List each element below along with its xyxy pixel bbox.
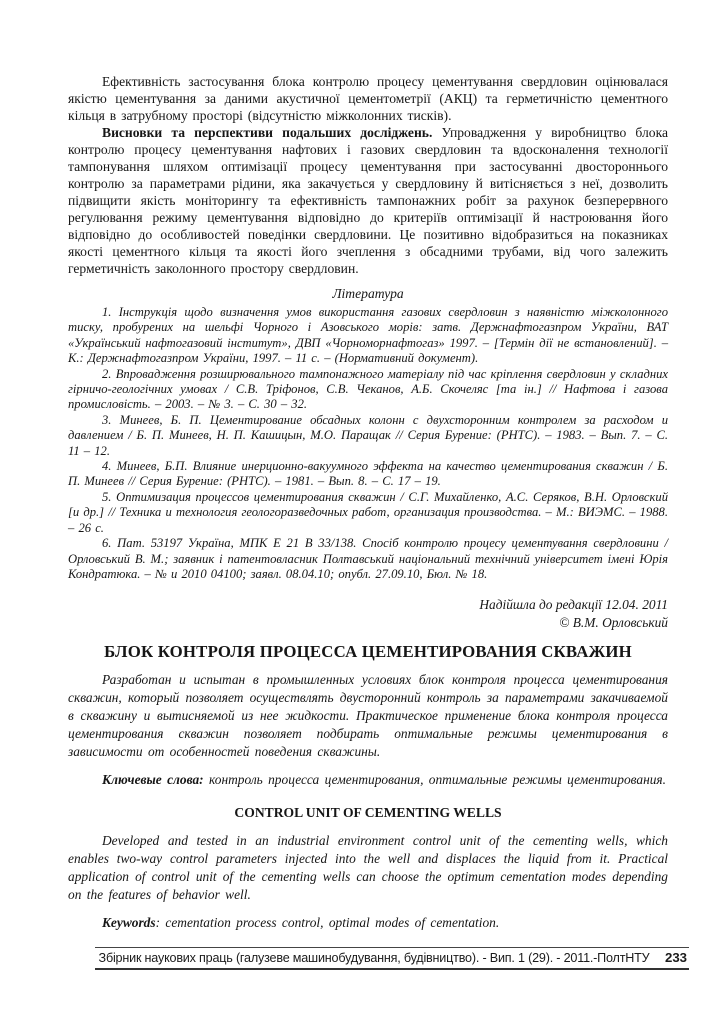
received-block [68,596,668,632]
received-date-line: Надійшла до редакції 12.04. 2011 [479,597,668,613]
conclusions-text: Упровадження у виробництво блока контролю процесу цементування нафтових і газових свердловин та вдосконалення технології тампонування шляхом оптимізації процесу цементування при застосуванні двостороннього контролю за параметрами рідини, яка закачується у свердловину й витісняється з неї, дозволить підвищити якість моніторингу та ефективність тампонажних робіт за рахунок безперервного регулювання режиму цементування відповідно до критеріїв оптимізації й настроювання його відповідно до особливостей поведінки свердловини. Це позитивно відобразиться на показниках якості цементного кільця та якості його зчеплення з обсадними трубами, від чого залежить герметичність заколонного простору свердловин. [68,125,669,276]
english-keywords-label: Keywords [102,914,156,930]
paragraph-conclusions [68,124,668,277]
reference-item-4: 4. Минеев, Б.П. Влияние инерционно-вакуумного эффекта на качество цементирования скважин / Б. П. Минеев // Серия Бурение: (РНТС). – 1981. – Вып. 8. – С. 17 – 19. [68,459,668,489]
literature-heading: Література [332,286,404,301]
russian-keywords [68,771,668,789]
russian-title: БЛОК КОНТРОЛЯ ПРОЦЕССА ЦЕМЕНТИРОВАНИЯ СКВАЖИН [104,642,632,662]
journal-footer-text: Збірник наукових праць (галузеве машинобудування, будівництво). - Вип. 1 (29). - 2011.-ПолтНТУ [98,951,650,965]
reference-item-2: 2. Впровадження розширювального тампонажного матеріалу під час кріплення свердловин у складних гірничо-геологічних умовах / С.В. Тріфонов, С.В. Чеканов, А.Б. Скочеляс [та ін.] // Нафтова і газова промисловість. – 2003. – № 3. – С. 30 – 32. [68,366,668,412]
paragraph-effectiveness: Ефективність застосування блока контролю процесу цементування свердловин оцінювалася якістю цементування за даними акустичної цементометрії (АКЦ) та герметичністю цементного кільця в затрубному просторі (відсутністю міжколонних тисків). [68,74,668,123]
page-number: 233 [664,950,687,965]
english-keywords [68,914,668,932]
english-title: CONTROL UNIT OF CEMENTING WELLS [234,804,502,820]
journal-footer [95,947,689,970]
reference-item-5: 5. Оптимизация процессов цементирования скважин / С.Г. Михайленко, А.С. Серяков, В.Н. Орловский [и др.] // Техника и технология геологоразведочных работ, организация производства. – М.: ВИЭМС. – 1988. – 26 с. [68,489,668,535]
text-block [68,73,668,931]
russian-keywords-text: контроль процесса цементирования, оптимальные режимы цементирования. [203,772,666,788]
english-keywords-text: : cementation process control, optimal modes of cementation. [155,914,500,930]
conclusions-lead-label: Висновки та перспективи подальших досліджень. [102,125,433,140]
reference-item-1: 1. Інструкція щодо визначення умов використання газових свердловин з наявністю міжколонного тиску, пробурених на шельфі Чорного і Азовського морів: затв. Держнафтогазпром України, ВАТ «Український нафтогазовий інститут», ДВП «Чорноморнафтогаз» 1997. – [Термін дії не встановлений]. – К.: Держнафтогазпром України, 1997. – 11 с. – (Нормативний документ). [68,305,668,366]
russian-abstract: Разработан и испытан в промышленных условиях блок контроля процесса цементирования скважин, который позволяет осуществлять двусторонний контроль за параметрами закачиваемой в скважину и вытисняемой из нее жидкости. Практическое применение блока контроля процесса цементирования скважин позволяет подбирать оптимальные режимы цементирования в зависимости от особенностей поведения скважины. [68,672,668,760]
copyright-line: © В.М. Орловський [559,615,668,631]
english-abstract: Developed and tested in an industrial environment control unit of the cementing wells, which enables two-way control parameters injected into the well and displaces the liquid from it. Practical application of control unit of the cementing wells can choose the optimum cementation modes depending on the features of behavior well. [68,832,668,902]
russian-keywords-label: Ключевые слова: [102,772,204,788]
reference-item-3: 3. Минеев, Б. П. Цементирование обсадных колонн с двухсторонним контролем за расходом и давлением / Б. П. Минеев, Н. П. Кашицын, М.О. Паращак // Серия Бурение: (РНТС). – 1983. – Вып. 7. – С. 11 – 12. [68,412,668,458]
reference-item-6: 6. Пат. 53197 Україна, МПК Е 21 В 33/138. Спосіб контролю процесу цементування свердловини /Орловський В. М.; заявник і патентовласник Полтавський національний технічний університет імені Юрія Кондратюка. – № и 2010 04100; заявл. 08.04.10; опубл. 27.09.10, Бюл. № 18. [68,536,668,581]
